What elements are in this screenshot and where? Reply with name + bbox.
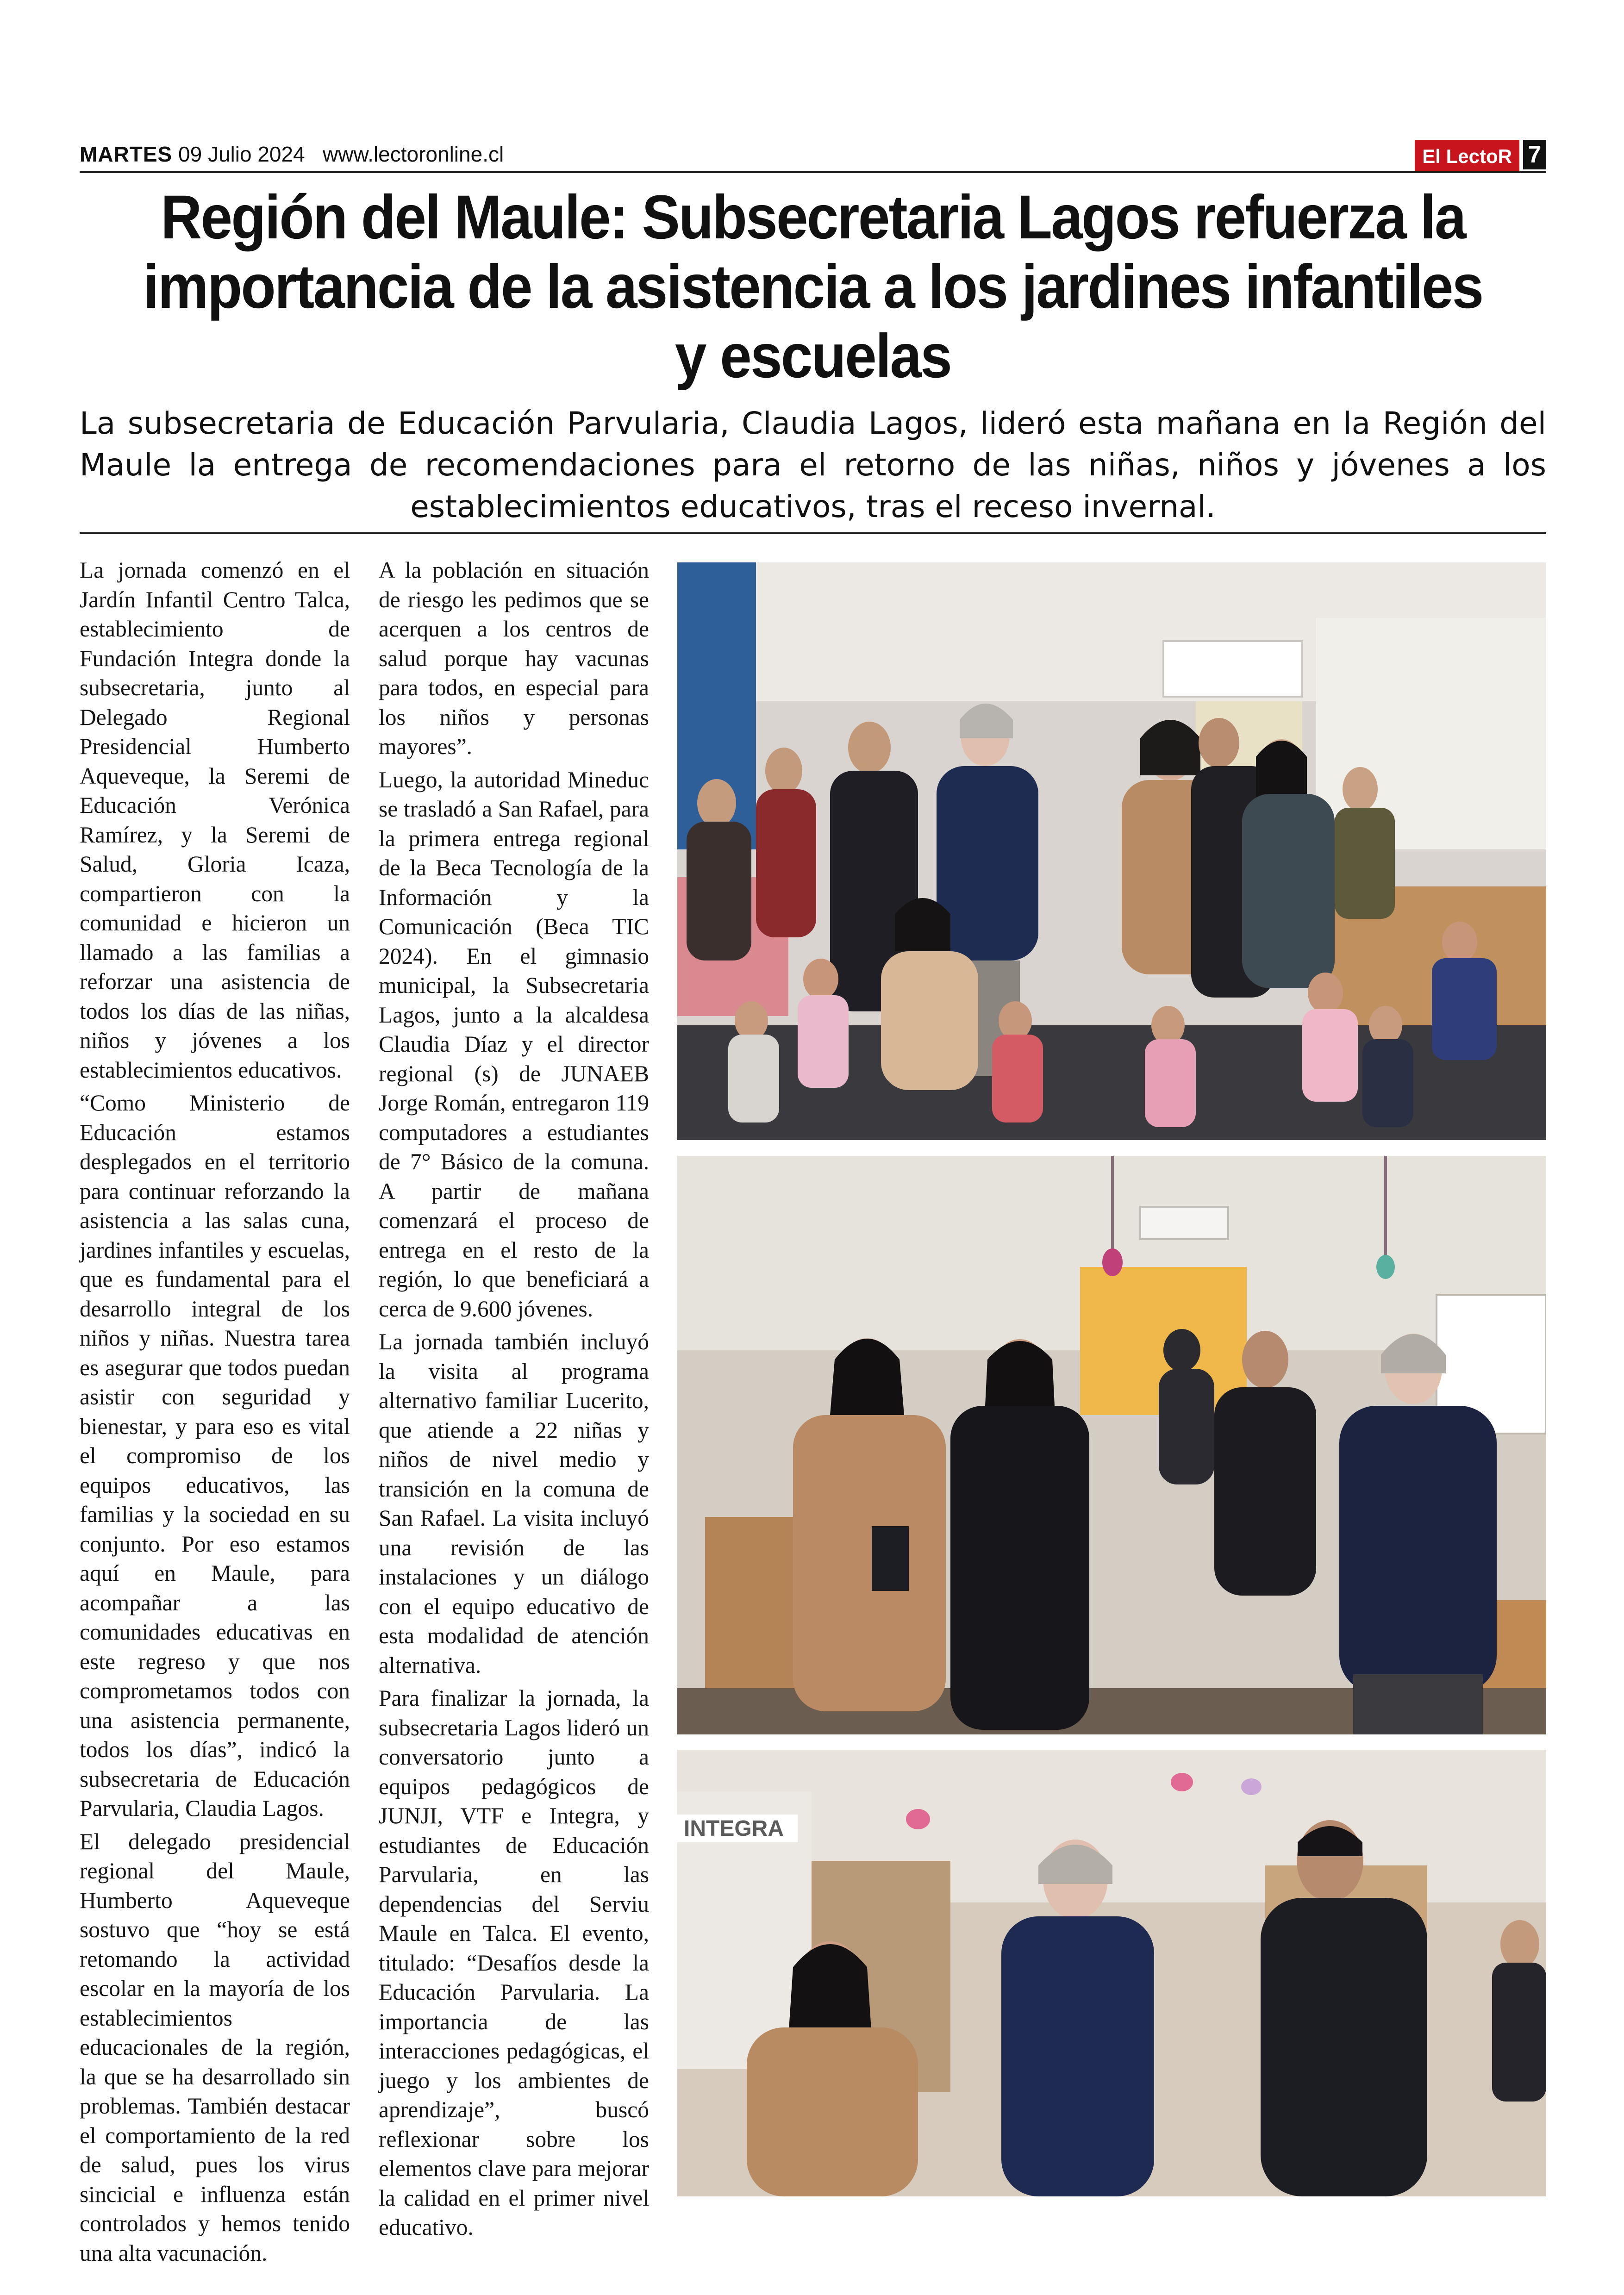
issue-date-text: 09 Julio 2024 [178,142,305,166]
photo-conversation [677,1750,1546,2196]
section-divider [80,532,1546,534]
paragraph: Luego, la autoridad Mineduc se trasladó a San Rafael, para la primera entrega regional de la Beca Tecnología de la Información y la Comunicación (Beca TIC 2024). En el gimnasio municipal, la Subsecretaria Lagos, junto a la alcaldesa Claudia Díaz y el director regional (s) de JUNAEB Jorge Román, entregaron 119 computadores a estudiantes de 7° Básico de la comuna. A partir de mañana comenzará el proceso de entrega en el resto de la región, lo que beneficiará a cerca de 9.600 jóvenes. [379,767,649,1322]
paragraph: Para finalizar la jornada, la subsecretaria Lagos lideró un conversatorio junto a equipos pedagógicos de JUNJI, VTF e Integra, y estudiantes de Educación Parvularia, en las dependencias del Serviu Maule en Talca. El evento, titulado: “Desafíos desde la Educación Parvularia. La importancia de las interacciones pedagógicas, el juego y los ambientes de aprendizaje”, buscó reflexionar sobre los elementos clave para mejorar la calidad en el primer nivel educativo. [379,1685,649,2240]
page-number: 7 [1523,140,1546,169]
site-url[interactable]: www.lectoronline.cl [323,142,504,166]
body-column-1 [80,555,350,2271]
newspaper-logo: El LectoR [1415,140,1519,171]
paragraph: La jornada también incluyó la visita al programa alternativo familiar Lucerito, que atiende a 22 niñas y niños de nivel medio y transición en la comuna de San Rafael. La visita incluyó una revisión de las instalaciones y un diálogo con el equipo educativo de esta modalidad de atención alternativa. [379,1329,649,1678]
paragraph: La jornada comenzó en el Jardín Infantil Centro Talca, establecimiento de Fundación Integra donde la subsecretaria, junto al Delegado Regional Presidencial Humberto Aqueveque, la Seremi de Educación Verónica Ramírez, y la Seremi de Salud, Gloria Icaza, compartieron con la comunidad e hicieron un llamado a las familias a reforzar una asistencia de todos los días de las niñas, niños y jóvenes a los establecimientos educativos. [80,557,350,1083]
paragraph: A la población en situación de riesgo les pedimos que se acerquen a los centros de salud porque hay vacunas para todos, en especial para los niños y personas mayores”. [379,557,649,759]
issue-date [80,142,504,167]
article-headline: Región del Maule: Subsecretaria Lagos refuerza la importancia de la asistencia a los jardines infantiles y escuelas [143,183,1483,391]
issue-day: MARTES [80,142,173,166]
article-lead: La subsecretaria de Educación Parvularia, Claudia Lagos, lideró esta mañana en la Región del Maule la entrega de recomendaciones para el retorno de las niñas, niños y jóvenes a los establecimientos educativos, tras el receso invernal. [80,405,1546,524]
paragraph: “Como Ministerio de Educación estamos desplegados en el territorio para continuar reforzando la asistencia a las salas cuna, jardines infantiles y escuelas, que es fundamental para el desarrollo integral de los niños y niñas. Nuestra tarea es asegurar que todos puedan asistir con seguridad y bienestar, y para eso es vital el compromiso de los equipos educativos, las familias y la sociedad en su conjunto. Por eso estamos aquí en Maule, para acompañar a las comunidades educativas en este regreso y que nos comprometamos todos con una asistencia permanente, todos los días”, indicó la subsecretaria de Educación Parvularia, Claudia Lagos. [80,1090,350,1821]
photo-officials-classroom [677,1156,1546,1734]
integra-sign: INTEGRA [684,1816,784,1841]
paragraph: El delegado presidencial regional del Maule, Humberto Aqueveque sostuvo que “hoy se está retomando la actividad escolar en la mayoría de los establecimientos educacionales de la región, la que se ha desarrollado sin problemas. También destacar el comportamiento de la red de salud, pues los virus sincicial e influenza están controlados y hemos tenido una alta vacunación. [80,1828,350,2266]
photo-group-children [677,562,1546,1140]
body-column-2 [379,555,649,2246]
page-header [80,139,1546,173]
